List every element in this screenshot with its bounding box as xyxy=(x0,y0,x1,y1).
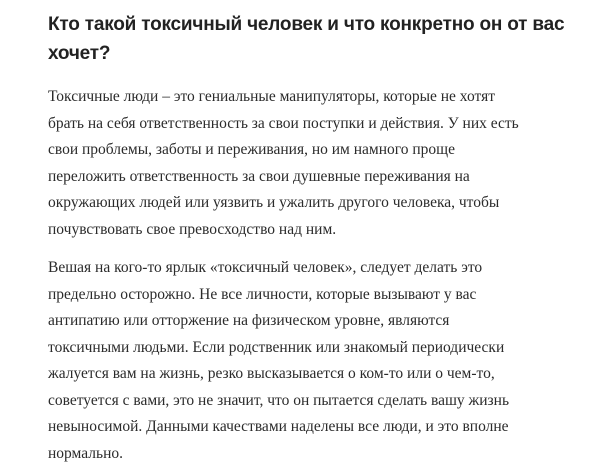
paragraph-line: Токсичные люди – это гениальные манипуляторы, которые не хотят xyxy=(48,84,588,111)
paragraph-line: окружающих людей или уязвить и ужалить другого человека, чтобы xyxy=(48,190,588,217)
paragraph-line: жалуется вам на жизнь, резко высказывается о ком-то или о чем-то, xyxy=(48,361,588,388)
paragraph-line: невыносимой. Данными качествами наделены все люди, и это вполне xyxy=(48,414,588,441)
article-heading xyxy=(48,10,588,68)
paragraph-line: нормально. xyxy=(48,441,588,467)
article xyxy=(48,10,588,467)
paragraph-labeling-caution xyxy=(48,255,588,467)
paragraph-line: почувствовать свое превосходство над ним. xyxy=(48,217,588,244)
paragraph-line: переложить ответственность за свои душевные переживания на xyxy=(48,164,588,191)
heading-line: Кто такой токсичный человек и что конкретно он от вас xyxy=(48,10,588,39)
paragraph-line: свои проблемы, заботы и переживания, но им намного проще xyxy=(48,137,588,164)
paragraph-line: антипатию или отторжение на физическом уровне, являются xyxy=(48,308,588,335)
paragraph-toxic-people-definition xyxy=(48,84,588,243)
paragraph-line: брать на себя ответственность за свои поступки и действия. У них есть xyxy=(48,111,588,138)
paragraph-line: предельно осторожно. Не все личности, которые вызывают у вас xyxy=(48,282,588,309)
paragraph-line: токсичными людьми. Если родственник или знакомый периодически xyxy=(48,335,588,362)
paragraph-line: советуется с вами, это не значит, что он пытается сделать вашу жизнь xyxy=(48,388,588,415)
heading-line: хочет? xyxy=(48,39,588,68)
paragraph-line: Вешая на кого-то ярлык «токсичный человек», следует делать это xyxy=(48,255,588,282)
